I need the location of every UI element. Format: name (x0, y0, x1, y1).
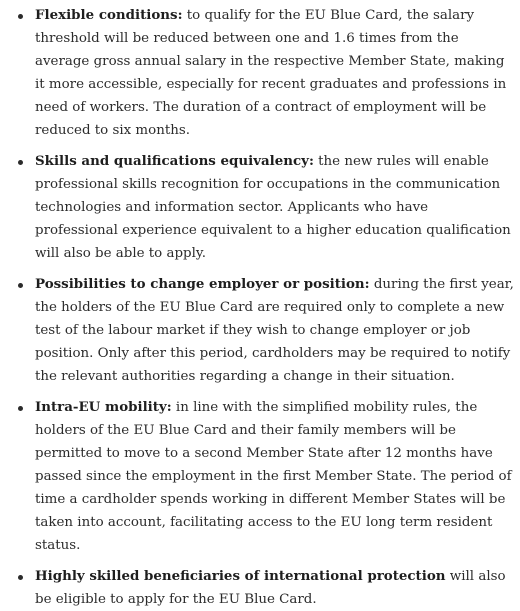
item-heading: Skills and qualifications equivalency: (35, 153, 314, 169)
item-heading: Highly skilled beneficiaries of international protection (35, 568, 446, 584)
bullet-dot-icon (18, 575, 23, 580)
item-text: the new rules will enable professional skills recognition for occupations in the communication technologies and information sector. Applicants who have professional experience equivalent to a higher education qualification will also be able to apply. (35, 154, 511, 261)
list-item (0, 4, 514, 142)
bullet-dot-icon (18, 160, 23, 165)
item-text: to qualify for the EU Blue Card, the salary threshold will be reduced between one and 1.6 times from the average gross annual salary in the respective Member State, making it more accessible, especially for recent graduates and professions in need of workers. The duration of a contract of employment will be reduced to six months. (35, 8, 507, 138)
list-item (0, 396, 514, 557)
list-item (0, 150, 514, 265)
bullet-dot-icon (18, 14, 23, 19)
bullet-dot-icon (18, 406, 23, 411)
item-heading: Intra-EU mobility: (35, 399, 172, 415)
item-text: in line with the simplified mobility rules, the holders of the EU Blue Card and their family members will be permitted to move to a second Member State after 12 months have passed since the employment in the first Member State. The period of time a cardholder spends working in different Member States will be taken into account, facilitating access to the EU long term resident status. (35, 400, 512, 553)
bullet-dot-icon (18, 283, 23, 288)
item-heading: Possibilities to change employer or position: (35, 276, 370, 292)
list-item (0, 565, 514, 611)
item-heading: Flexible conditions: (35, 7, 183, 23)
item-text: during the first year, the holders of the EU Blue Card are required only to complete a new test of the labour market if they wish to change employer or job position. Only after this period, cardholders may be required to notify the relevant authorities regarding a change in their situation. (35, 277, 514, 384)
bullet-list (0, 4, 514, 611)
list-item (0, 273, 514, 388)
item-text: will also be eligible to apply for the EU Blue Card. (35, 569, 506, 607)
